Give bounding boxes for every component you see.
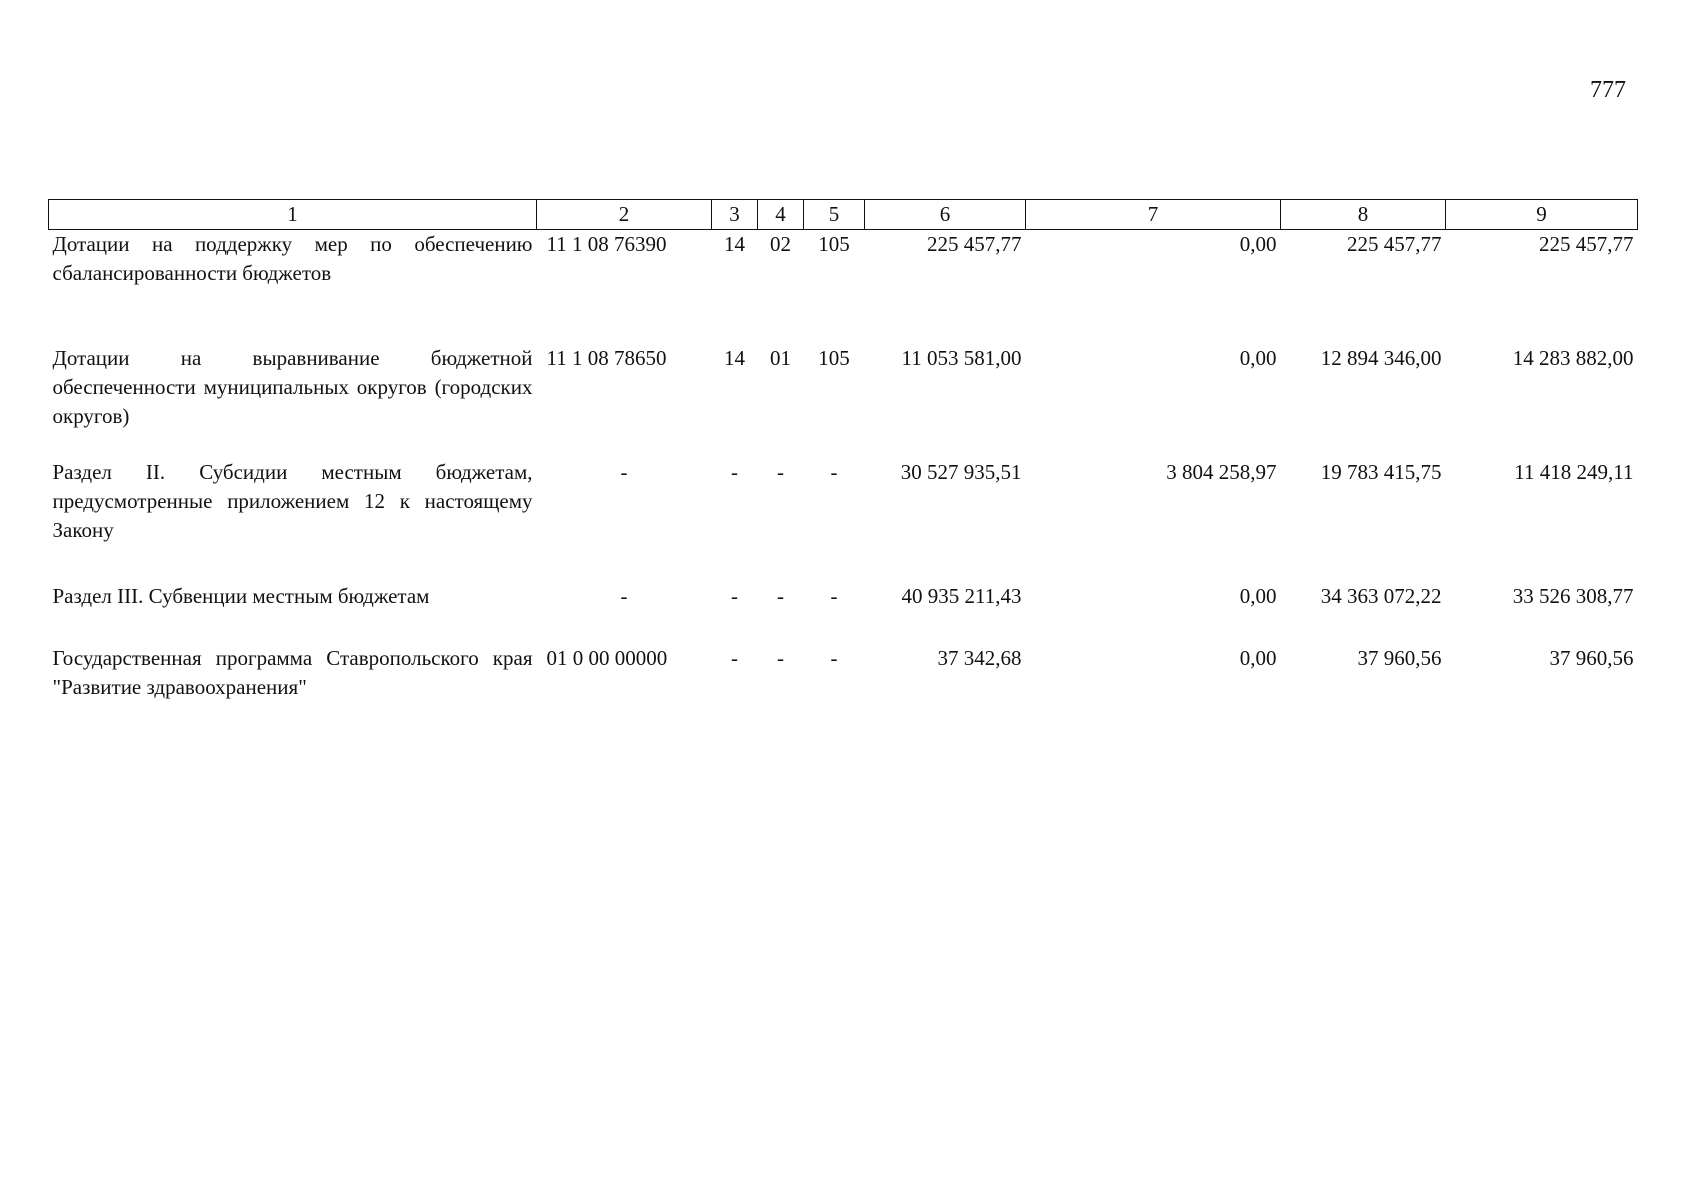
- row-section: -: [731, 645, 738, 670]
- table-header-row: [49, 200, 1638, 230]
- column-header-2: 2: [537, 200, 712, 230]
- row-code: 01 0 00 00000: [546, 645, 668, 670]
- table-row: [49, 230, 1638, 344]
- row-section: 14: [724, 232, 745, 256]
- row-value-7: 0,00: [1239, 345, 1277, 370]
- row-code: -: [620, 583, 628, 608]
- row-value-6: 11 053 581,00: [901, 345, 1022, 370]
- row-expense-type: 105: [818, 232, 850, 256]
- table-row: [49, 644, 1638, 704]
- row-value-9: 14 283 882,00: [1512, 345, 1634, 370]
- column-header-7: 7: [1026, 200, 1281, 230]
- row-expense-type: -: [830, 459, 838, 484]
- table-row: [49, 344, 1638, 458]
- row-value-8: 37 960,56: [1357, 645, 1442, 670]
- row-subsection: 02: [770, 232, 791, 256]
- row-value-8: 225 457,77: [1347, 232, 1442, 256]
- column-header-8: 8: [1281, 200, 1446, 230]
- row-name: Раздел II. Субсидии местным бюджетам, предусмотренные приложением 12 к настоящему Закону: [52, 459, 533, 542]
- row-value-8: 12 894 346,00: [1320, 345, 1442, 370]
- row-value-8: 19 783 415,75: [1320, 459, 1442, 484]
- table-row: [49, 582, 1638, 644]
- row-name: Дотации на выравнивание бюджетной обеспеченности муниципальных округов (городских округов): [52, 345, 533, 428]
- row-subsection: -: [777, 583, 784, 608]
- row-value-6: 30 527 935,51: [900, 459, 1022, 484]
- page-number: 777: [1590, 77, 1626, 103]
- row-expense-type: -: [830, 645, 838, 670]
- row-code: 11 1 08 76390: [546, 232, 667, 256]
- column-header-9: 9: [1446, 200, 1638, 230]
- column-header-6: 6: [865, 200, 1026, 230]
- row-name: Раздел III. Субвенции местным бюджетам: [52, 583, 430, 608]
- row-subsection: -: [777, 645, 784, 670]
- row-value-9: 37 960,56: [1549, 645, 1634, 670]
- row-value-7: 0,00: [1239, 645, 1277, 670]
- row-value-8: 34 363 072,22: [1320, 583, 1442, 608]
- column-header-1: 1: [49, 200, 537, 230]
- row-expense-type: -: [830, 583, 838, 608]
- row-value-7: 0,00: [1239, 232, 1277, 256]
- row-value-7: 0,00: [1239, 583, 1277, 608]
- row-name: Дотации на поддержку мер по обеспечению сбалансированности бюджетов: [52, 232, 533, 285]
- column-header-5: 5: [804, 200, 865, 230]
- row-value-6: 225 457,77: [927, 232, 1022, 256]
- row-expense-type: 105: [818, 345, 850, 370]
- row-value-9: 11 418 249,11: [1514, 459, 1634, 484]
- row-code: -: [620, 459, 628, 484]
- column-header-4: 4: [758, 200, 804, 230]
- row-value-6: 37 342,68: [937, 645, 1022, 670]
- row-value-9: 33 526 308,77: [1512, 583, 1634, 608]
- row-value-9: 225 457,77: [1539, 232, 1634, 256]
- row-section: -: [731, 459, 738, 484]
- row-section: 14: [724, 345, 745, 370]
- row-subsection: -: [777, 459, 784, 484]
- column-header-3: 3: [712, 200, 758, 230]
- budget-table: [48, 199, 1638, 704]
- table-row: [49, 458, 1638, 582]
- row-value-7: 3 804 258,97: [1166, 459, 1277, 484]
- row-code: 11 1 08 78650: [546, 345, 667, 370]
- row-name: Государственная программа Ставропольского края "Развитие здравоохранения": [52, 645, 533, 699]
- row-value-6: 40 935 211,43: [901, 583, 1022, 608]
- row-subsection: 01: [770, 345, 791, 370]
- row-section: -: [731, 583, 738, 608]
